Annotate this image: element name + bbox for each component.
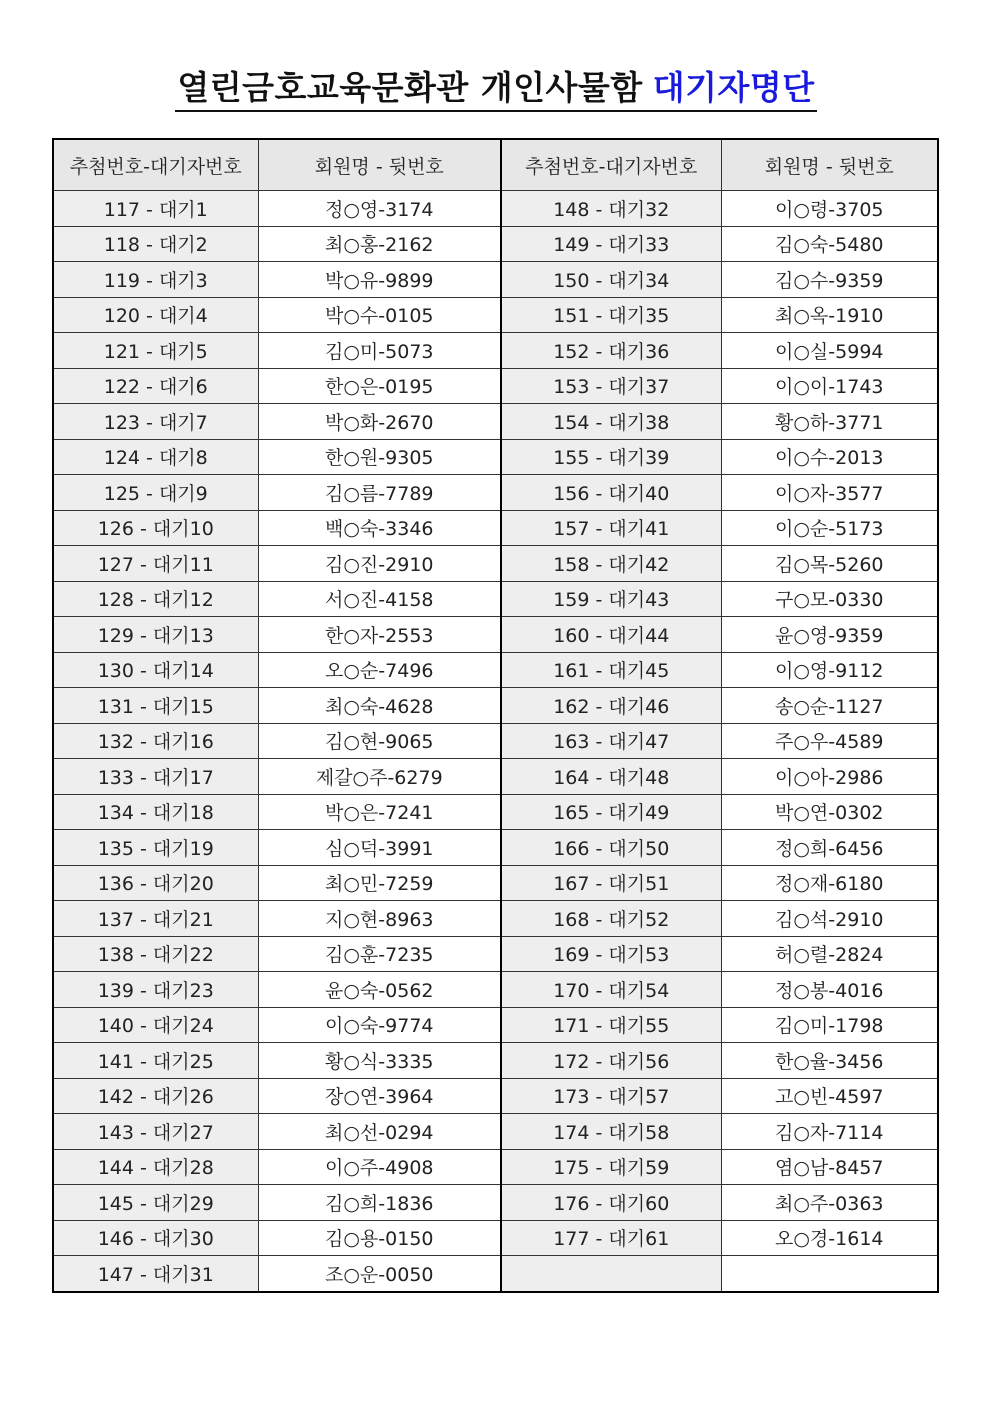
cell-member-left: 지○현-8963 [258, 901, 501, 937]
cell-member-left: 조○운-0050 [258, 1256, 501, 1292]
cell-member-right: 황○하-3771 [721, 404, 938, 440]
cell-draw-number-left: 147 - 대기31 [53, 1256, 258, 1292]
table-row [53, 1007, 938, 1043]
cell-draw-number-right: 158 - 대기42 [501, 546, 721, 582]
cell-draw-number-right: 175 - 대기59 [501, 1149, 721, 1185]
cell-draw-number-left: 120 - 대기4 [53, 297, 258, 333]
cell-member-right: 구○모-0330 [721, 581, 938, 617]
cell-member-right: 이○순-5173 [721, 510, 938, 546]
cell-member-left: 김○희-1836 [258, 1185, 501, 1221]
cell-draw-number-left: 118 - 대기2 [53, 226, 258, 262]
cell-draw-number-right: 177 - 대기61 [501, 1220, 721, 1256]
cell-member-left: 이○주-4908 [258, 1149, 501, 1185]
cell-member-left: 김○용-0150 [258, 1220, 501, 1256]
cell-draw-number-right: 156 - 대기40 [501, 475, 721, 511]
cell-member-left: 김○진-2910 [258, 546, 501, 582]
cell-member-left: 서○진-4158 [258, 581, 501, 617]
page-title-main: 열린금호교육문화관 개인사물함 [177, 68, 643, 107]
cell-draw-number-right: 152 - 대기36 [501, 333, 721, 369]
table-row [53, 191, 938, 227]
cell-draw-number-right: 162 - 대기46 [501, 688, 721, 724]
cell-draw-number-left: 145 - 대기29 [53, 1185, 258, 1221]
cell-member-right: 정○봉-4016 [721, 972, 938, 1008]
cell-draw-number-left: 131 - 대기15 [53, 688, 258, 724]
cell-member-right: 정○희-6456 [721, 830, 938, 866]
cell-member-right: 김○미-1798 [721, 1007, 938, 1043]
cell-draw-number-left: 144 - 대기28 [53, 1149, 258, 1185]
cell-member-right: 김○석-2910 [721, 901, 938, 937]
cell-member-right: 김○숙-5480 [721, 226, 938, 262]
cell-member-left: 장○연-3964 [258, 1078, 501, 1114]
table-row [53, 723, 938, 759]
cell-member-left: 김○름-7789 [258, 475, 501, 511]
cell-draw-number-left: 122 - 대기6 [53, 368, 258, 404]
cell-member-right: 김○수-9359 [721, 262, 938, 298]
cell-member-left: 이○숙-9774 [258, 1007, 501, 1043]
cell-draw-number-right: 170 - 대기54 [501, 972, 721, 1008]
cell-draw-number-left: 117 - 대기1 [53, 191, 258, 227]
cell-draw-number-left: 141 - 대기25 [53, 1043, 258, 1079]
table-row [53, 1256, 938, 1292]
cell-draw-number-right: 154 - 대기38 [501, 404, 721, 440]
cell-member-left: 백○숙-3346 [258, 510, 501, 546]
cell-draw-number-right: 148 - 대기32 [501, 191, 721, 227]
table-row [53, 652, 938, 688]
table-row [53, 759, 938, 795]
page-title-underline [175, 62, 816, 112]
header-draw-number-right: 추첨번호-대기자번호 [501, 139, 721, 191]
table-row [53, 1043, 938, 1079]
table-row [53, 794, 938, 830]
cell-draw-number-left: 123 - 대기7 [53, 404, 258, 440]
cell-member-left: 최○숙-4628 [258, 688, 501, 724]
cell-draw-number-right: 161 - 대기45 [501, 652, 721, 688]
table-row [53, 936, 938, 972]
waitlist-table [52, 138, 939, 1293]
table-row [53, 617, 938, 653]
cell-draw-number-right: 172 - 대기56 [501, 1043, 721, 1079]
cell-draw-number-right: 150 - 대기34 [501, 262, 721, 298]
table-row [53, 368, 938, 404]
cell-draw-number-right: 167 - 대기51 [501, 865, 721, 901]
cell-draw-number-left: 129 - 대기13 [53, 617, 258, 653]
table-row [53, 1078, 938, 1114]
cell-member-left: 심○덕-3991 [258, 830, 501, 866]
cell-member-left: 박○유-9899 [258, 262, 501, 298]
cell-draw-number-right: 173 - 대기57 [501, 1078, 721, 1114]
cell-member-right: 허○렬-2824 [721, 936, 938, 972]
cell-member-right: 오○경-1614 [721, 1220, 938, 1256]
cell-member-right: 이○영-9112 [721, 652, 938, 688]
cell-draw-number-right: 171 - 대기55 [501, 1007, 721, 1043]
cell-draw-number-left: 137 - 대기21 [53, 901, 258, 937]
cell-draw-number-left: 140 - 대기24 [53, 1007, 258, 1043]
cell-draw-number-left: 128 - 대기12 [53, 581, 258, 617]
cell-draw-number-left: 125 - 대기9 [53, 475, 258, 511]
table-row [53, 333, 938, 369]
cell-draw-number-left: 142 - 대기26 [53, 1078, 258, 1114]
cell-draw-number-right: 155 - 대기39 [501, 439, 721, 475]
cell-member-right: 이○실-5994 [721, 333, 938, 369]
table-row [53, 901, 938, 937]
cell-draw-number-left: 134 - 대기18 [53, 794, 258, 830]
table-row [53, 1185, 938, 1221]
table-body [53, 191, 938, 1292]
cell-member-left: 최○민-7259 [258, 865, 501, 901]
table-row [53, 1149, 938, 1185]
cell-draw-number-left: 139 - 대기23 [53, 972, 258, 1008]
cell-member-right: 이○령-3705 [721, 191, 938, 227]
cell-member-left: 김○현-9065 [258, 723, 501, 759]
table-row [53, 972, 938, 1008]
cell-draw-number-left: 127 - 대기11 [53, 546, 258, 582]
cell-draw-number-left: 132 - 대기16 [53, 723, 258, 759]
cell-member-left: 한○원-9305 [258, 439, 501, 475]
table-row [53, 546, 938, 582]
cell-member-right [721, 1256, 938, 1292]
cell-member-left: 김○미-5073 [258, 333, 501, 369]
cell-member-right: 정○재-6180 [721, 865, 938, 901]
cell-member-right: 김○자-7114 [721, 1114, 938, 1150]
table-row [53, 688, 938, 724]
cell-draw-number-right: 153 - 대기37 [501, 368, 721, 404]
cell-draw-number-right: 151 - 대기35 [501, 297, 721, 333]
cell-draw-number-right: 174 - 대기58 [501, 1114, 721, 1150]
cell-member-right: 염○남-8457 [721, 1149, 938, 1185]
cell-draw-number-left: 133 - 대기17 [53, 759, 258, 795]
cell-member-left: 박○수-0105 [258, 297, 501, 333]
cell-member-left: 김○훈-7235 [258, 936, 501, 972]
cell-member-left: 오○순-7496 [258, 652, 501, 688]
cell-draw-number-left: 121 - 대기5 [53, 333, 258, 369]
cell-draw-number-right: 163 - 대기47 [501, 723, 721, 759]
cell-member-left: 최○홍-2162 [258, 226, 501, 262]
cell-member-left: 최○선-0294 [258, 1114, 501, 1150]
cell-member-right: 박○연-0302 [721, 794, 938, 830]
table-row [53, 404, 938, 440]
cell-member-left: 제갈○주-6279 [258, 759, 501, 795]
cell-member-left: 한○은-0195 [258, 368, 501, 404]
cell-draw-number-right: 160 - 대기44 [501, 617, 721, 653]
cell-member-left: 윤○숙-0562 [258, 972, 501, 1008]
cell-member-right: 고○빈-4597 [721, 1078, 938, 1114]
cell-draw-number-left: 130 - 대기14 [53, 652, 258, 688]
table-row [53, 439, 938, 475]
cell-draw-number-left: 138 - 대기22 [53, 936, 258, 972]
cell-draw-number-right: 165 - 대기49 [501, 794, 721, 830]
cell-draw-number-right [501, 1256, 721, 1292]
cell-member-right: 김○목-5260 [721, 546, 938, 582]
table-row [53, 865, 938, 901]
cell-draw-number-right: 166 - 대기50 [501, 830, 721, 866]
cell-member-left: 박○은-7241 [258, 794, 501, 830]
header-member-right: 회원명 - 뒷번호 [721, 139, 938, 191]
cell-member-right: 최○주-0363 [721, 1185, 938, 1221]
table-row [53, 510, 938, 546]
cell-draw-number-right: 164 - 대기48 [501, 759, 721, 795]
cell-draw-number-right: 157 - 대기41 [501, 510, 721, 546]
table-row [53, 475, 938, 511]
table-row [53, 1114, 938, 1150]
header-row [53, 139, 938, 191]
cell-draw-number-left: 146 - 대기30 [53, 1220, 258, 1256]
cell-member-left: 정○영-3174 [258, 191, 501, 227]
cell-draw-number-left: 126 - 대기10 [53, 510, 258, 546]
cell-draw-number-right: 149 - 대기33 [501, 226, 721, 262]
cell-draw-number-right: 159 - 대기43 [501, 581, 721, 617]
cell-draw-number-left: 119 - 대기3 [53, 262, 258, 298]
cell-member-right: 이○수-2013 [721, 439, 938, 475]
header-member-left: 회원명 - 뒷번호 [258, 139, 501, 191]
page-title-accent: 대기자명단 [652, 68, 815, 107]
cell-member-left: 황○식-3335 [258, 1043, 501, 1079]
table-row [53, 226, 938, 262]
table-row [53, 297, 938, 333]
table-row [53, 262, 938, 298]
cell-draw-number-left: 143 - 대기27 [53, 1114, 258, 1150]
table-row [53, 830, 938, 866]
cell-member-right: 주○우-4589 [721, 723, 938, 759]
cell-draw-number-left: 135 - 대기19 [53, 830, 258, 866]
cell-member-right: 송○순-1127 [721, 688, 938, 724]
table-row [53, 1220, 938, 1256]
page-title [0, 62, 992, 112]
cell-member-right: 한○율-3456 [721, 1043, 938, 1079]
cell-member-right: 최○옥-1910 [721, 297, 938, 333]
cell-member-left: 한○자-2553 [258, 617, 501, 653]
cell-member-right: 이○자-3577 [721, 475, 938, 511]
cell-member-right: 이○아-2986 [721, 759, 938, 795]
cell-draw-number-right: 168 - 대기52 [501, 901, 721, 937]
cell-member-right: 윤○영-9359 [721, 617, 938, 653]
cell-draw-number-left: 124 - 대기8 [53, 439, 258, 475]
cell-member-right: 이○이-1743 [721, 368, 938, 404]
cell-member-left: 박○화-2670 [258, 404, 501, 440]
header-draw-number-left: 추첨번호-대기자번호 [53, 139, 258, 191]
cell-draw-number-right: 169 - 대기53 [501, 936, 721, 972]
table-row [53, 581, 938, 617]
cell-draw-number-right: 176 - 대기60 [501, 1185, 721, 1221]
cell-draw-number-left: 136 - 대기20 [53, 865, 258, 901]
